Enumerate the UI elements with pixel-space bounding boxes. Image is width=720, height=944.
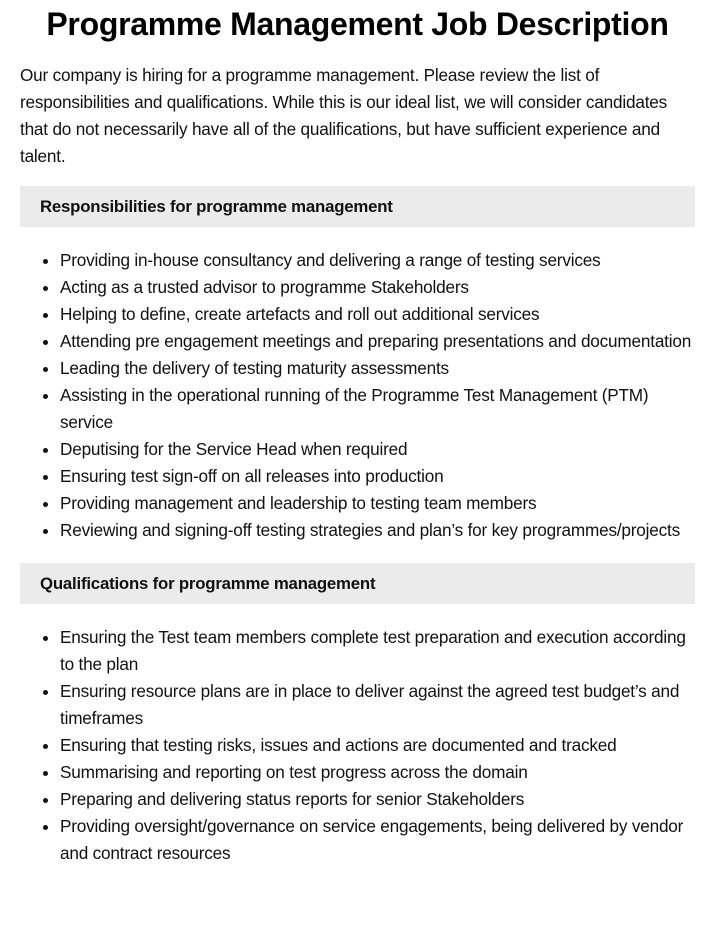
list-item: Ensuring resource plans are in place to deliver against the agreed test budget’s and timeframes xyxy=(60,678,695,732)
responsibilities-list xyxy=(20,247,695,544)
qualifications-heading xyxy=(20,563,695,604)
list-item: Preparing and delivering status reports for senior Stakeholders xyxy=(60,786,695,813)
list-item: Summarising and reporting on test progress across the domain xyxy=(60,759,695,786)
list-item: Providing oversight/governance on service engagements, being delivered by vendor and contract resources xyxy=(60,813,695,867)
page-title: Programme Management Job Description xyxy=(46,6,669,42)
responsibilities-heading-text: Responsibilities for programme management xyxy=(40,196,393,216)
list-item: Reviewing and signing-off testing strategies and plan’s for key programmes/projects xyxy=(60,517,695,544)
responsibilities-heading xyxy=(20,186,695,227)
list-item: Assisting in the operational running of the Programme Test Management (PTM) service xyxy=(60,382,695,436)
list-item: Deputising for the Service Head when required xyxy=(60,436,695,463)
list-item: Ensuring the Test team members complete test preparation and execution according to the plan xyxy=(60,624,695,678)
qualifications-list xyxy=(20,624,695,867)
list-item: Providing management and leadership to testing team members xyxy=(60,490,695,517)
list-item: Attending pre engagement meetings and preparing presentations and documentation xyxy=(60,328,695,355)
qualifications-heading-text: Qualifications for programme management xyxy=(40,573,376,593)
list-item: Ensuring that testing risks, issues and actions are documented and tracked xyxy=(60,732,695,759)
intro-paragraph: Our company is hiring for a programme management. Please review the list of responsibilities and qualifications. While this is our ideal list, we will consider candidates that do not necessarily have all of the qualifications, but have sufficient experience and talent. xyxy=(20,65,668,166)
list-item: Leading the delivery of testing maturity assessments xyxy=(60,355,695,382)
list-item: Helping to define, create artefacts and roll out additional services xyxy=(60,301,695,328)
list-item: Acting as a trusted advisor to programme Stakeholders xyxy=(60,274,695,301)
list-item: Ensuring test sign-off on all releases into production xyxy=(60,463,695,490)
list-item: Providing in-house consultancy and delivering a range of testing services xyxy=(60,247,695,274)
